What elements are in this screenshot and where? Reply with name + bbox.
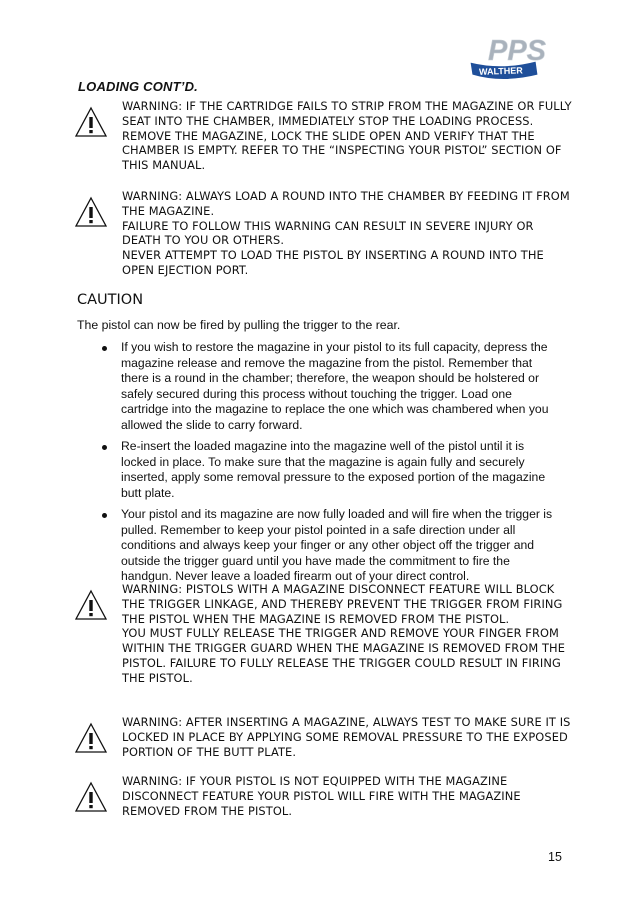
warning-text: WARNING: AFTER INSERTING A MAGAZINE, ALWAYS TEST TO MAKE SURE IT IS LOCKED IN PLACE BY APPLYING SOME REMOVAL PRESSURE TO THE EXPOSED PORTION OF THE BUTT PLATE. [122,715,571,759]
bullet-icon [102,513,107,518]
caution-heading: CAUTION [77,292,144,308]
warning-block [74,189,574,278]
bullet-text: If you wish to restore the magazine in your pistol to its full capacity, depress the magazine release and remove the magazine from the pistol. Remember that there is a round in the chamber; therefore, the weapon should be holstered or safely secured during this process without touching the trigger. Load one cartridge into the magazine to replace the one which was chambered when you allowed the slide to carry forward. [121,340,549,432]
list-item [77,340,557,433]
walther-pps-logo [466,34,570,84]
bullet-text: Re-insert the loaded magazine into the magazine well of the pistol until it is locked in place. To make sure that the magazine is again fully and securely inserted, apply some removal pressure to the exposed portion of the magazine butt plate. [121,439,546,500]
warning-block [74,582,574,686]
warning-block [74,715,574,759]
warning-block [74,774,574,818]
warning-triangle-icon [74,105,108,139]
list-item [77,439,557,501]
bullet-icon [102,346,107,351]
warning-text: NEVER ATTEMPT TO LOAD THE PISTOL BY INSERTING A ROUND INTO THE OPEN EJECTION PORT. [122,248,544,277]
bullet-icon [102,445,107,450]
warning-text: WARNING: IF YOUR PISTOL IS NOT EQUIPPED WITH THE MAGAZINE DISCONNECT FEATURE YOUR PISTOL WILL FIRE WITH THE MAGAZINE REMOVED FROM THE PISTOL. [122,774,521,818]
caution-intro: The pistol can now be fired by pulling the trigger to the rear. [77,318,401,332]
warning-triangle-icon [74,588,108,622]
warning-text: WARNING: IF THE CARTRIDGE FAILS TO STRIP FROM THE MAGAZINE OR FULLY SEAT INTO THE CHAMBER, IMMEDIATELY STOP THE LOADING PROCESS. REMOVE THE MAGAZINE, LOCK THE SLIDE OPEN AND VERIFY THAT THE CHAMBER IS EMPTY. REFER TO THE “INSPECTING YOUR PISTOL” SECTION OF THIS MANUAL. [122,99,572,173]
section-title: LOADING CONT’D. [78,79,198,94]
page-number: 15 [548,850,562,864]
svg-text:WALTHER: WALTHER [478,65,523,77]
warning-triangle-icon [74,721,108,755]
warning-text: WARNING: PISTOLS WITH A MAGAZINE DISCONNECT FEATURE WILL BLOCK THE TRIGGER LINKAGE, AND THEREBY PREVENT THE TRIGGER FROM FIRING THE PISTOL WHEN THE MAGAZINE IS REMOVED FROM THE PISTOL. [122,582,563,626]
caution-bullet-list [77,340,557,585]
svg-text:PPS: PPS [488,35,547,67]
warning-triangle-icon [74,195,108,229]
warning-triangle-icon [74,780,108,814]
warning-text: YOU MUST FULLY RELEASE THE TRIGGER AND REMOVE YOUR FINGER FROM WITHIN THE TRIGGER GUARD WHEN THE MAGAZINE IS REMOVED FROM THE PISTOL. FAILURE TO FULLY RELEASE THE TRIGGER COULD RESULT IN FIRING THE PISTOL. [122,626,566,685]
warning-text: WARNING: ALWAYS LOAD A ROUND INTO THE CHAMBER BY FEEDING IT FROM THE MAGAZINE. [122,189,570,218]
warning-block [74,99,574,173]
bullet-text: Your pistol and its magazine are now fully loaded and will fire when the trigger is pulled. Remember to keep your pistol pointed in a safe direction under all conditions and always keep your finger or any other object off the trigger and outside the trigger guard until you have made the commitment to fire the handgun. Never leave a loaded firearm out of your direct control. [121,507,553,583]
warning-text: FAILURE TO FOLLOW THIS WARNING CAN RESULT IN SEVERE INJURY OR DEATH TO YOU OR OTHERS. [122,218,534,248]
list-item [77,507,557,585]
